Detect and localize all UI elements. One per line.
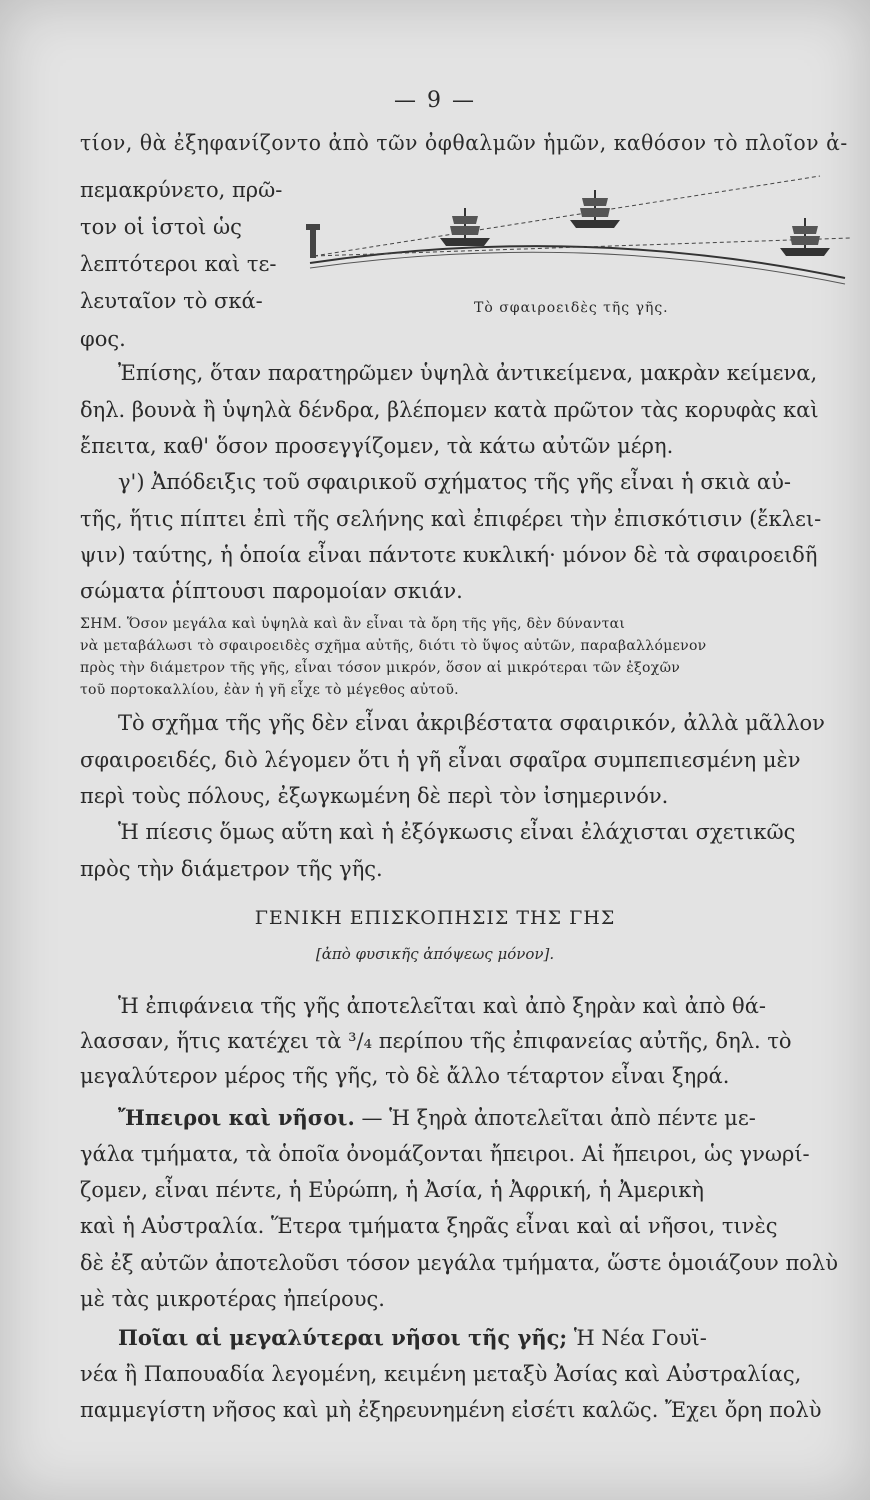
text-line: γ') Ἀπόδειξις τοῦ σφαιρικοῦ σχήματος τῆς γῆς εἶναι ἡ σκιὰ αὐ-	[118, 470, 791, 494]
text-line: μὲ τὰς μικροτέρας ἠπείρους.	[80, 1287, 385, 1311]
observer-tower-icon	[306, 224, 320, 258]
text-line: πρὸς τὴν διάμετρον τῆς γῆς.	[80, 857, 383, 881]
text-line: περὶ τοὺς πόλους, ἐξωγκωμένη δὲ περὶ τὸν ἰσημερινόν.	[80, 784, 669, 808]
note-line: πρὸς τὴν διάμετρον τῆς γῆς, εἶναι τόσον μικρόν, ὅσον αἱ μικρότεραι τῶν ἐξοχῶν	[80, 660, 681, 676]
text-line	[118, 1325, 707, 1351]
note-line: ΣΗΜ. Ὅσον μεγάλα καὶ ὑψηλὰ καὶ ἂν εἶναι τὰ ὄρη τῆς γῆς, δὲν δύνανται	[80, 616, 626, 632]
text-line: λεπτότεροι καὶ τε-	[80, 252, 277, 276]
earth-surface-curve	[310, 246, 845, 278]
text-span: — Ἡ ξηρὰ ἀποτελεῖται ἀπὸ πέντε με-	[354, 1106, 756, 1130]
text-line: παμμεγίστη νῆσος καὶ μὴ ἐξηρευνημένη εἰσέτι καλῶς. Ἔχει ὄρη πολὺ	[80, 1398, 822, 1422]
text-line: γάλα τμήματα, τὰ ὁποῖα ὀνομάζονται ἤπειροι. Αἱ ἤπειροι, ὡς γνωρί-	[80, 1142, 810, 1166]
text-line: Ἡ πίεσις ὅμως αὕτη καὶ ἡ ἐξόγκωσις εἶναι ἐλάχισται σχετικῶς	[118, 820, 796, 844]
text-line: πεμακρύνετο, πρῶ-	[80, 178, 283, 202]
figure-caption: Τὸ σφαιροειδὲς τῆς γῆς.	[474, 300, 669, 316]
text-line: καὶ ἡ Αὐστραλία. Ἕτερα τμήματα ξηρᾶς εἶναι καὶ αἱ νῆσοι, τινὲς	[80, 1214, 778, 1238]
text-line: σώματα ῥίπτουσι παρομοίαν σκιάν.	[80, 579, 463, 603]
text-line: φος.	[80, 327, 126, 351]
text-line: ἔπειτα, καθ' ὅσον προσεγγίζομεν, τὰ κάτω αὐτῶν μέρη.	[80, 434, 674, 458]
note-line: νὰ μεταβάλωσι τὸ σφαιροειδὲς σχῆμα αὐτῆς, διότι τὸ ὕψος αὐτῶν, παραβαλλόμενον	[80, 638, 707, 654]
text-line: Ἐπίσης, ὅταν παρατηρῶμεν ὑψηλὰ ἀντικείμενα, μακρὰν κείμενα,	[118, 361, 818, 385]
text-line	[118, 1105, 756, 1131]
text-line: ζομεν, εἶναι πέντε, ἡ Εὐρώπη, ἡ Ἀσία, ἡ Ἀφρική, ἡ Ἀμερικὴ	[80, 1178, 705, 1202]
continents-heading: Ἤπειροι καὶ νῆσοι.	[118, 1105, 355, 1130]
text-line: τίον, θὰ ἐξηφανίζοντο ἀπὸ τῶν ὀφθαλμῶν ἡμῶν, καθόσον τὸ πλοῖον ἀ-	[80, 131, 848, 155]
text-line: Τὸ σχῆμα τῆς γῆς δὲν εἶναι ἀκριβέστατα σφαιρικόν, ἀλλὰ μᾶλλον	[118, 711, 825, 735]
ship-icon	[780, 218, 830, 256]
earth-surface-curve-inner	[310, 252, 845, 284]
sight-line	[314, 176, 820, 256]
text-line: τον οἱ ἱστοὶ ὡς	[80, 215, 242, 239]
text-line: ψιν) ταύτης, ἡ ὁποία εἶναι πάντοτε κυκλική· μόνον δὲ τὰ σφαιροειδῆ	[80, 543, 818, 567]
text-line: δηλ. βουνὰ ἢ ὑψηλὰ δένδρα, βλέπομεν κατὰ πρῶτον τὰς κορυφὰς καὶ	[80, 398, 819, 422]
text-line: λασσαν, ἥτις κατέχει τὰ ³/₄ περίπου τῆς ἐπιφανείας αὐτῆς, δηλ. τὸ	[80, 1029, 792, 1053]
section-subheading: [ἀπὸ φυσικῆς ἀπόψεως μόνον].	[315, 945, 555, 963]
text-line: νέα ἢ Παπουαδία λεγομένη, κειμένη μεταξὺ Ἀσίας καὶ Αὐστραλίας,	[80, 1362, 802, 1386]
islands-heading: Ποῖαι αἱ μεγαλύτεραι νῆσοι τῆς γῆς;	[118, 1325, 568, 1350]
text-span: Ἡ Νέα Γουϊ-	[567, 1326, 707, 1350]
ship-icon	[440, 208, 490, 246]
text-line: Ἡ ἐπιφάνεια τῆς γῆς ἀποτελεῖται καὶ ἀπὸ ξηρὰν καὶ ἀπὸ θά-	[118, 994, 766, 1018]
text-line: σφαιροειδές, διὸ λέγομεν ὅτι ἡ γῆ εἶναι σφαῖρα συμπεπιεσμένη μὲν	[80, 748, 801, 772]
text-line: μεγαλύτερον μέρος τῆς γῆς, τὸ δὲ ἄλλο τέταρτον εἶναι ξηρά.	[80, 1064, 730, 1088]
text-line: δὲ ἐξ αὐτῶν ἀποτελοῦσι τόσον μεγάλα τμήματα, ὥστε ὁμοιάζουν πολὺ	[80, 1251, 838, 1275]
note-line: τοῦ πορτοκαλλίου, ἐὰν ἡ γῆ εἶχε τὸ μέγεθος αὐτοῦ.	[80, 682, 459, 698]
page-number: — 9 —	[394, 88, 476, 113]
section-heading: ΓΕΝΙΚΗ ΕΠΙΣΚΟΠΗΣΙΣ ΤΗΣ ΓΗΣ	[254, 907, 616, 929]
text-line: λευταῖον τὸ σκά-	[80, 289, 263, 313]
earth-curvature-figure	[300, 168, 860, 288]
text-line: τῆς, ἥτις πίπτει ἐπὶ τῆς σελήνης καὶ ἐπιφέρει τὴν ἐπισκότισιν (ἔκλει-	[80, 507, 822, 531]
